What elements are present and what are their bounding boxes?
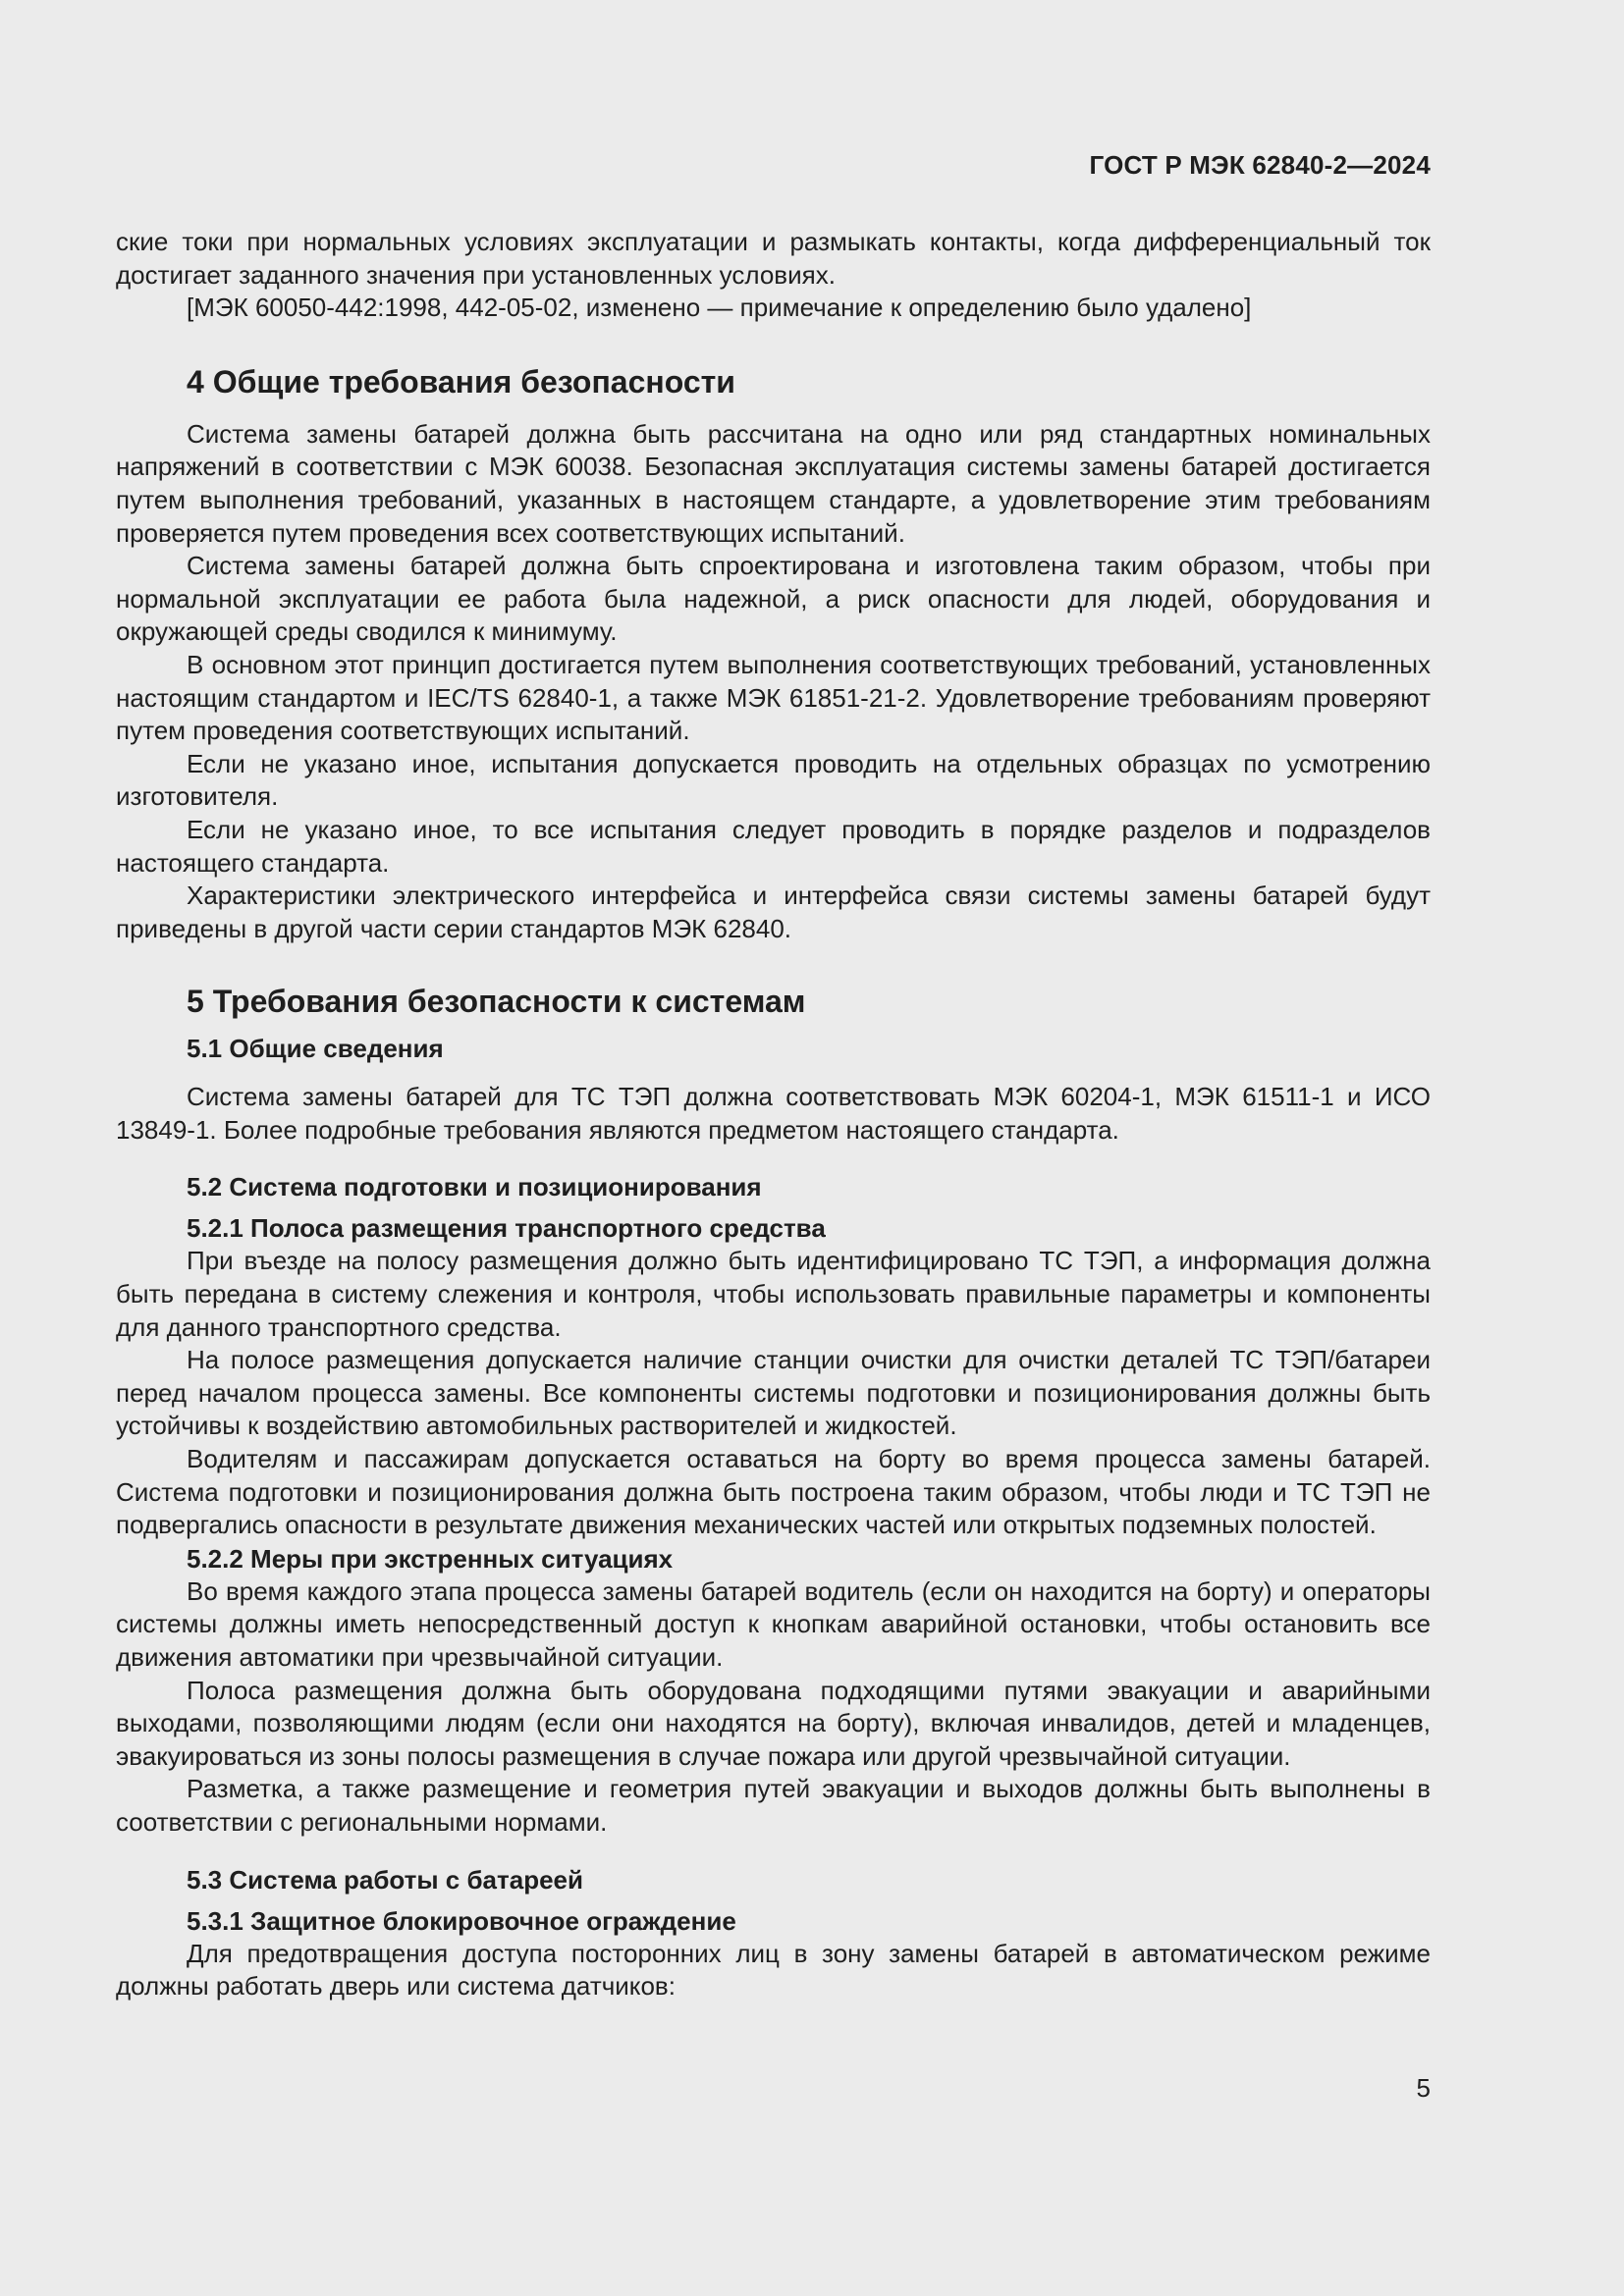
paragraph: Система замены батарей для ТС ТЭП должна соответствовать МЭК 60204-1, МЭК 61511-1 и ИСО 13849-1. Более подробные требования являются предметом настоящего стандарта.	[116, 1082, 1431, 1145]
paragraph: Полоса размещения должна быть оборудована подходящими путями эвакуации и аварийными выходами, позволяющими людям (если они находятся на борту), включая инвалидов, детей и младенцев, эвакуироваться из зоны полосы размещения в случае пожара или другой чрезвычайной ситуации.	[116, 1675, 1431, 1771]
paragraph: Если не указано иное, испытания допускается проводить на отдельных образцах по усмотрению изготовителя.	[116, 748, 1431, 812]
section-4-heading: 4 Общие требования безопасности	[187, 363, 735, 400]
section-5-2-1-heading: 5.2.1 Полоса размещения транспортного средства	[187, 1213, 826, 1244]
paragraph: На полосе размещения допускается наличие станции очистки для очистки деталей ТС ТЭП/батареи перед началом процесса замены. Все компоненты системы подготовки и позиционирования должны быть устойчивы к воздействию автомобильных растворителей и жидкостей.	[116, 1345, 1431, 1441]
paragraph: В основном этот принцип достигается путем выполнения соответствующих требований, установленных настоящим стандартом и IEC/TS 62840-1, а также МЭК 61851-21-2. Удовлетворение требованиям проверяют путем проведения соответствующих испытаний.	[116, 649, 1431, 746]
paragraph: ские токи при нормальных условиях эксплуатации и размыкать контакты, когда дифференциальный ток достигает заданного значения при установленных условиях.	[116, 227, 1431, 290]
paragraph: Характеристики электрического интерфейса и интерфейса связи системы замены батарей будут приведены в другой части серии стандартов МЭК 62840.	[116, 881, 1431, 943]
paragraph: [МЭК 60050-442:1998, 442-05-02, изменено — примечание к определению было удалено]	[187, 293, 1252, 323]
paragraph: Если не указано иное, то все испытания следует проводить в порядке разделов и подразделов настоящего стандарта.	[116, 814, 1431, 878]
section-5-2-heading: 5.2 Система подготовки и позиционирования	[187, 1172, 762, 1202]
section-5-2-2-heading: 5.2.2 Меры при экстренных ситуациях	[187, 1543, 674, 1574]
paragraph: При въезде на полосу размещения должно быть идентифицировано ТС ТЭП, а информация должна быть передана в систему слежения и контроля, чтобы использовать правильные параметры и компоненты для данного транспортного средства.	[116, 1246, 1431, 1342]
paragraph: Система замены батарей должна быть рассчитана на одно или ряд стандартных номинальных напряжений в соответствии с МЭК 60038. Безопасная эксплуатация системы замены батарей достигается путем выполнения требований, указанных в настоящем стандарте, а удовлетворение этим требованиям проверяется путем проведения всех соответствующих испытаний.	[116, 418, 1431, 548]
document-header: ГОСТ Р МЭК 62840-2—2024	[1089, 150, 1431, 180]
section-5-heading: 5 Требования безопасности к системам	[187, 984, 806, 1020]
paragraph: Разметка, а также размещение и геометрия путей эвакуации и выходов должны быть выполнены в соответствии с региональными нормами.	[116, 1774, 1431, 1837]
section-5-1-heading: 5.1 Общие сведения	[187, 1034, 444, 1064]
paragraph: Для предотвращения доступа посторонних лиц в зону замены батарей в автоматическом режиме должны работать дверь или система датчиков:	[116, 1938, 1431, 2002]
document-body	[116, 226, 1431, 2003]
paragraph: Водителям и пассажирам допускается оставаться на борту во время процесса замены батарей. Система подготовки и позиционирования должна быть построена таким образом, чтобы люди и ТС ТЭП не подвергались опасности в результате движения механических частей или открытых подземных полостей.	[116, 1444, 1431, 1540]
paragraph: Во время каждого этапа процесса замены батарей водитель (если он находится на борту) и операторы системы должны иметь непосредственный доступ к кнопкам аварийной остановки, чтобы остановить все движения автоматики при чрезвычайной ситуации.	[116, 1575, 1431, 1672]
paragraph: Система замены батарей должна быть спроектирована и изготовлена таким образом, чтобы при нормальной эксплуатации ее работа была надежной, а риск опасности для людей, оборудования и окружающей среды сводился к минимуму.	[116, 551, 1431, 647]
section-5-3-heading: 5.3 Система работы с батареей	[187, 1864, 583, 1895]
section-5-3-1-heading: 5.3.1 Защитное блокировочное ограждение	[187, 1905, 736, 1936]
page-number: 5	[1416, 2073, 1431, 2103]
